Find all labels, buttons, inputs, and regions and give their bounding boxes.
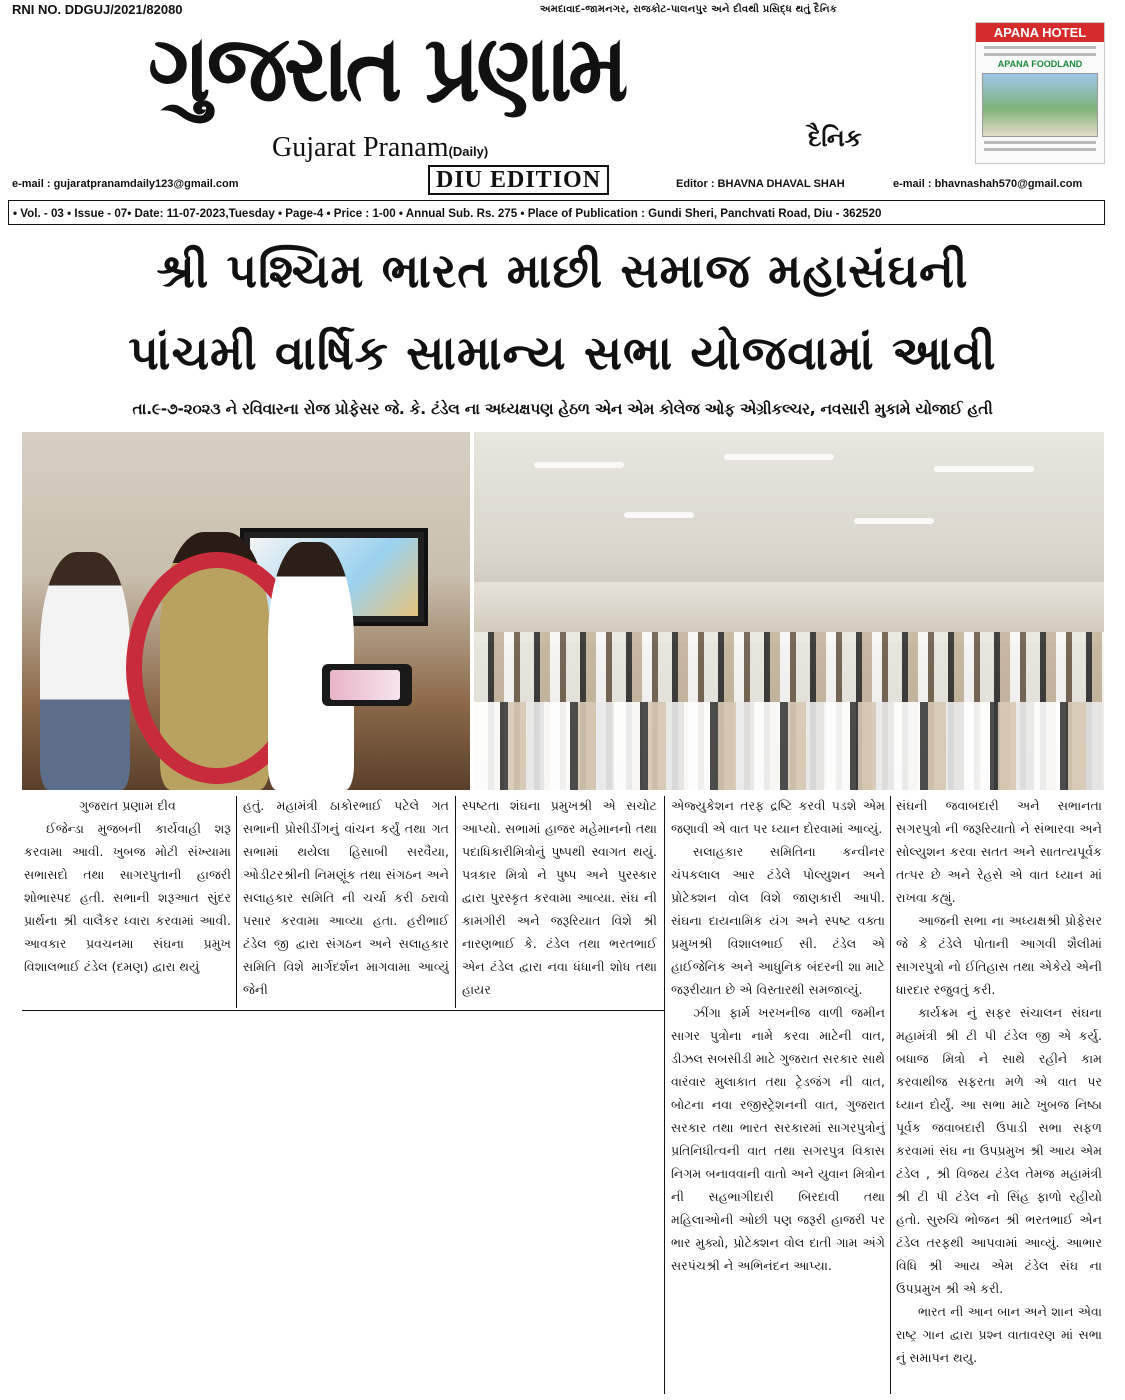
phone-display <box>330 670 400 700</box>
column-divider <box>236 796 237 1008</box>
article-column-2 <box>243 794 449 1001</box>
person-left <box>40 552 130 790</box>
article-byline: ગુજરાત પ્રણામ દીવ <box>79 798 176 813</box>
ad-text-line <box>984 141 1096 144</box>
ceiling-light <box>854 518 934 524</box>
ad-text-line <box>984 46 1096 49</box>
article-paragraph: આજની સભા ના અધ્યક્ષશ્રી પ્રોફેસર જે કે ટંડેલે પોતાની આગવી શૈલીમાં સાગરપુત્રો નો ઈતિહાસ તથા એકેયે એની ધારદાર રજુવતું કરી. <box>896 913 1102 997</box>
english-title-text: Gujarat Pranam <box>272 132 449 163</box>
column-divider <box>455 796 456 1008</box>
editor-email: e-mail : bhavnashah570@gmail.com <box>893 178 1083 190</box>
subheadline: તા.૯-૭-૨૦૨૩ ને રવિવારના રોજ પ્રોફેસર જે. કે. ટંડેલ ના અધ્યક્ષપણ હેઠળ એન એમ કોલેજ ઓફ એગ્રીકલ્ચર, નવસારી મુકામે યોજાઈ હતી <box>132 400 993 418</box>
article-paragraph: એજ્યુકેશન તરફ દ્રષ્ટિ કરવી પડશે એમ જણાવી એ વાત પર ધ્યાન દોરવામાં આવ્યું. <box>671 798 885 836</box>
ceiling-light <box>624 512 694 518</box>
ad-hotel-photo <box>982 73 1098 137</box>
masthead-title-english <box>272 132 488 164</box>
ceiling-light <box>934 466 1034 472</box>
ceiling-light <box>534 462 624 468</box>
article-paragraph: હતું. મહામંત્રી ઠાકોરભાઈ પટેલે ગત સભાની પ્રોસીડીંગનું વાંચન કર્યું તથા ગત સભામાં થયેલા હિસાબી સરવૈયા, ઓડીટરશ્રીની નિમણૂંક તથા સંગઠન અને સલાહકાર સમિતિ ની ચર્ચા કરી ઠરાવો પસાર કરવામા આવ્યા હતા. હરીભાઈ ટંડેલ જી દ્વારા સંગઠન અને સલાહકાર સમિતિ વિશે માર્ગદર્શન માગવામા આવ્યું જેની <box>243 798 449 997</box>
article-bottom-rule <box>22 1010 664 1011</box>
article-paragraph: સંઘની જવાબદારી અને સભાનતા સગરપુત્રો ની જરૂરિયાતો ને સંભારવા અને સોલ્યુશન કરવા સતત અને સાતત્યપૂર્વક તત્પર છે અને રેહસે એ વાત ધ્યાન માં રાખવા કહ્યું. <box>896 798 1102 905</box>
article-paragraph: ભારત ની આન બાન અને શાન એવા રાષ્ટ્ર ગાન દ્વારા પ્રશ્ન વાતાવરણ માં સભા નું સમાપન થયુ. <box>896 1304 1102 1365</box>
article-paragraph: ઈજેન્ડા મુજબની કાર્યવાહી શરૂ કરવામા આવી. ખુબજ મોટી સંખ્યામા સભાસદો તથા સાગરપુતાની હાજરી શોભાસ્પદ હતી. સભાની શરૂઆત સુંદર પ્રાર્થના શ્રી વાલૈકર ધ્વારા કરવામાં આવી. આવકાર પ્રવચનમા સંઘના પ્રમુખ વિશાલભાઈ ટંડેલ (દમણ) દ્વારા થયું <box>24 821 231 974</box>
article-paragraph: સ્પષ્ટતા શંઘના પ્રમુખશ્રી એ સચોટ આપ્યો. સભામાં હાજર મહેમાનનો તથા પદાધિકારીમિત્રોનું પુષ્પથી સ્વાગત થયું. પત્રકાર મિત્રો ને પુષ્પ અને પુરસ્કાર દ્વારા પુરસ્કૃત કરવામા આવ્યા. સંઘ ની કામગીરી અને જરૂરિયાત વિશે શ્રી નારણભાઈ કે. ટંડેલ તથા ભરતભાઈ એન ટંડેલ દ્વારા નવા ધંધાની શોધ તથા હાયર <box>462 798 657 997</box>
column-divider <box>664 796 665 1394</box>
article-paragraph: કાર્યક્રમ નું સફર સંચાલન સંઘના મહામંત્રી શ્રી ટી પી ટંડેલ જી એ કર્યુ. બધાજ મિત્રો ને સાથે રહીને કામ કરવાથીજ સફરતા મળે એ વાત પર ધ્યાન દોર્યું. આ સભા માટે ખુબજ નિષ્ઠા પૂર્વક જવાબદારી ઉપાડી સભા સફળ કરવામાં સંઘ ના ઉપપ્રમુખ શ્રી આય એમ ટંડેલ , શ્રી વિજય ટંડેલ તેમજ મહામંત્રી શ્રી ટી પી ટંડેલ નો સિંહ ફાળો રહીયો હતો. સુરુચિ ભોજન શ્રી ભરતભાઈ એન ટંડેલ તરફથી આપવામાં આવ્યું. આભાર વિધિ શ્રી આય એમ ટંડેલ સંઘ ના ઉપપ્રમુખ શ્રી એ કરી. <box>896 1005 1102 1296</box>
ad-foodland-name: APANA FOODLAND <box>997 59 1083 69</box>
article-column-3 <box>462 794 657 1001</box>
headline-line-1: શ્રી પશ્ચિમ ભારત માછી સમાજ મહાસંઘની <box>156 244 969 299</box>
ceiling-light <box>724 454 834 460</box>
article-column-4 <box>671 794 885 1277</box>
column-divider <box>890 796 891 1394</box>
newspaper-email: e-mail : gujaratpranamdaily123@gmail.com <box>12 178 239 190</box>
ad-hotel-name: APANA HOTEL <box>976 23 1104 42</box>
rni-number: RNI NO. DDGUJ/2021/82080 <box>12 2 183 17</box>
article-column-1 <box>24 794 231 978</box>
masthead-tagline: અમદાવાદ-જામનગર, રાજકોટ-પાલનપુર અને દીવથી પ્રસિદ્ધ થતું દૈનિક <box>540 4 838 15</box>
garland-welcome-photo <box>22 432 470 790</box>
article-paragraph: ઝીંગા ફાર્મ ખરખનીજ વાળી જમીન સાગર પુત્રોના નામે કરવા માટેની વાત, ડીઝલ સબસીડી માટે ગુજરાત સરકાર સાથે વારંવાર મુલાકાત તથા ટ્રેડજંગ ની વાત, બોટના નવા રજીસ્ટ્રેશનની વાત, ગુજરાત સરકાર તથા ભારત સરકારમાં સાગરપુત્રોનું પ્રતિનિધીત્વની વાત તથા સગરપુત્ર વિકાસ નિગમ બનાવવાની વાતો અને યુવાન મિત્રોન ની સહભાગીદારી બિરદાવી તથા મહિલાઓની ઓછી પણ જરૂરી હાજરી પર ભાર મુક્યો, પ્રોટેક્શન વોલ દાતી ગામ અંગે સરપંચશ્રી ને અભિનંદન આપ્યા. <box>671 1005 885 1273</box>
editor-name: Editor : BHAVNA DHAVAL SHAH <box>676 178 845 190</box>
article-column-5 <box>896 794 1102 1369</box>
audience-front-rows <box>474 702 1104 790</box>
article-paragraph: સલાહકાર સમિતિના કન્વીનર ચંપકલાલ આર ટંડેલે પોલ્યુશન અને પ્રોટેક્શન વોલ વિશે જાણકારી આપી. સંઘના દાયનામિક યંગ અને સ્પષ્ટ વક્તા પ્રમુખશ્રી વિશાલભાઈ સી. ટંડેલ એ હાઈજેનિક અને આધુનિક બંદરની શા માટે જરૂરીયાત છે એ વિસ્તારથી સમજાવ્યું. <box>671 844 885 997</box>
issue-info-bar: • Vol. - 03 • Issue - 07• Date: 11-07-2023,Tuesday • Page-4 • Price : 1-00 • Annual Sub. Rs. 275 • Place of Publication : Gundi Sheri, Panchvati Road, Diu - 362520 <box>8 200 1105 225</box>
phone-camera <box>322 664 412 706</box>
hotel-advertisement <box>975 22 1105 164</box>
dainik-label: દૈનિક <box>808 124 862 152</box>
edition-badge: DIU EDITION <box>428 165 609 195</box>
daily-label: (Daily) <box>448 144 489 159</box>
audience-hall-photo <box>474 432 1104 790</box>
masthead-title-gujarati: ગુજરાત પ્રણામ <box>148 15 625 122</box>
headline-line-2: પાંચમી વાર્ષિક સામાન્ય સભા યોજવામાં આવી <box>128 326 997 381</box>
ad-text-line <box>984 148 1096 151</box>
